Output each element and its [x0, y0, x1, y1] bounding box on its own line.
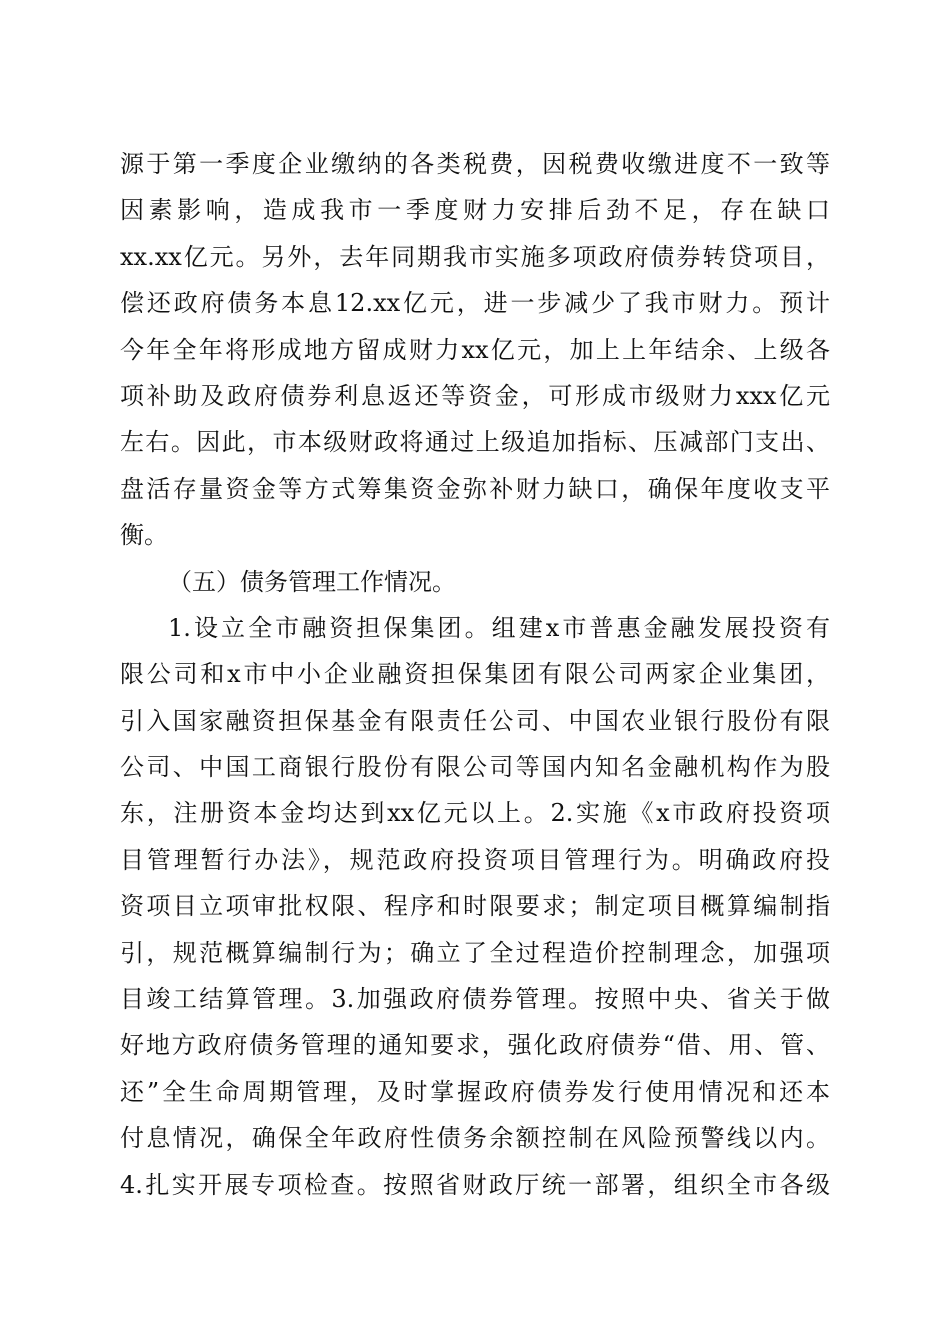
text-line: 引入国家融资担保基金有限责任公司、中国农业银行股份有限	[120, 706, 830, 735]
text-line: 引，规范概算编制行为；确立了全过程造价控制理念，加强项	[120, 938, 830, 967]
text-line: 左右。因此，市本级财政将通过上级追加指标、压减部门支出、	[120, 428, 830, 457]
paragraph-debt-management	[120, 605, 830, 1208]
paragraph-fiscal-gap	[120, 141, 830, 559]
text-line: 好地方政府债务管理的通知要求，强化政府债券“借、用、管、	[120, 1031, 830, 1060]
text-line: 公司、中国工商银行股份有限公司等国内知名金融机构作为股	[120, 753, 830, 782]
text-line: 东，注册资本金均达到xx亿元以上。2.实施《x市政府投资项	[120, 799, 830, 828]
text-line: 还”全生命周期管理，及时掌握政府债券发行使用情况和还本	[120, 1077, 830, 1106]
text-line: xx.xx亿元。另外，去年同期我市实施多项政府债券转贷项目，	[120, 242, 830, 271]
text-line: 源于第一季度企业缴纳的各类税费，因税费收缴进度不一致等	[120, 150, 830, 178]
text-line: 1.设立全市融资担保集团。组建x市普惠金融发展投资有	[168, 613, 830, 642]
text-line: 衡。	[120, 521, 168, 550]
text-line: 4.扎实开展专项检查。按照省财政厅统一部署，组织全市各级	[120, 1170, 830, 1199]
text-line: 因素影响，造成我市一季度财力安排后劲不足，存在缺口	[120, 196, 830, 225]
text-line: 偿还政府债务本息12.xx亿元，进一步减少了我市财力。预计	[120, 289, 830, 318]
text-line: 盘活存量资金等方式筹集资金弥补财力缺口，确保年度收支平	[120, 474, 830, 503]
text-line: 资项目立项审批权限、程序和时限要求；制定项目概算编制指	[120, 892, 830, 921]
text-line: 付息情况，确保全年政府性债务余额控制在风险预警线以内。	[120, 1124, 830, 1153]
text-line: 目管理暂行办法》，规范政府投资项目管理行为。明确政府投	[120, 845, 830, 874]
text-line: 项补助及政府债券利息返还等资金，可形成市级财力xxx亿元	[120, 381, 830, 410]
section-heading: （五）债务管理工作情况。	[168, 567, 456, 596]
text-line: 目竣工结算管理。3.加强政府债券管理。按照中央、省关于做	[120, 985, 830, 1014]
text-line: 今年全年将形成地方留成财力xx亿元，加上上年结余、上级各	[120, 335, 830, 364]
text-line: 限公司和x市中小企业融资担保集团有限公司两家企业集团，	[120, 660, 830, 689]
document-body	[120, 141, 830, 1208]
